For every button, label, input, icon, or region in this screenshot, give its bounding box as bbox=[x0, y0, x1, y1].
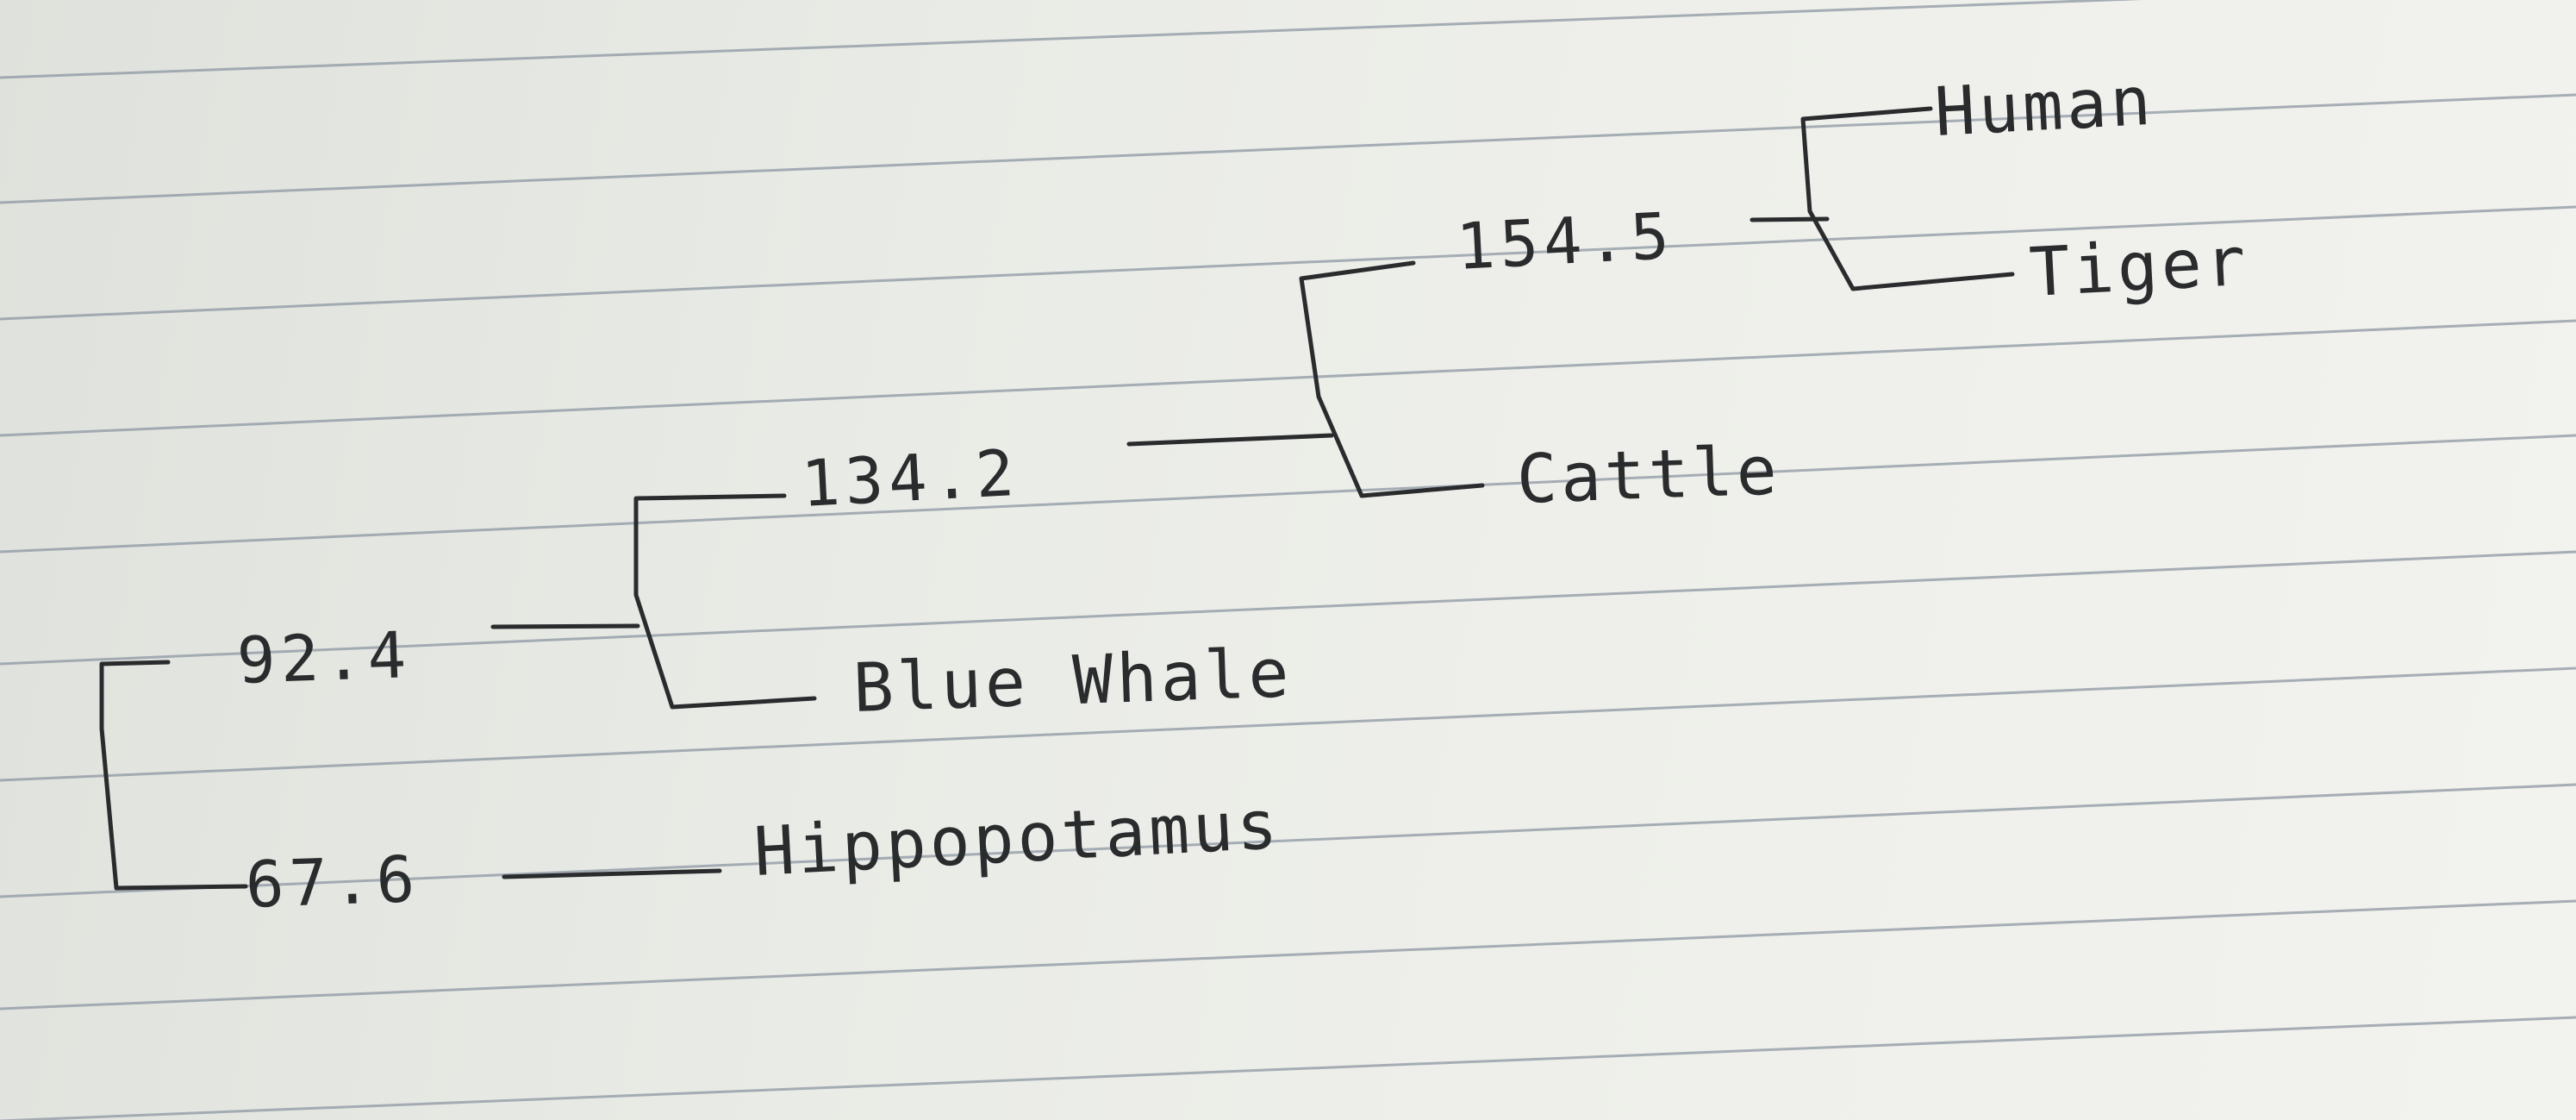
taxon-human: Human bbox=[1932, 62, 2156, 152]
root-bracket bbox=[102, 662, 246, 888]
branch-value-154-5: 154.5 bbox=[1454, 198, 1676, 285]
cattle-clade-connector bbox=[1129, 435, 1332, 444]
branch-value-92-4: 92.4 bbox=[235, 617, 413, 698]
taxon-blue-whale: Blue Whale bbox=[851, 635, 1294, 728]
cattle-clade-bracket bbox=[1301, 263, 1482, 496]
taxon-hippopotamus: Hippopotamus bbox=[752, 786, 1283, 892]
taxon-cattle: Cattle bbox=[1515, 432, 1782, 519]
branch-value-134-2: 134.2 bbox=[799, 435, 1021, 522]
taxon-tiger: Tiger bbox=[2027, 222, 2251, 312]
whale-clade-connector bbox=[493, 626, 638, 627]
whale-clade-bracket bbox=[636, 496, 814, 707]
hippo-branch bbox=[504, 871, 720, 877]
branch-value-67-6: 67.6 bbox=[244, 842, 421, 923]
